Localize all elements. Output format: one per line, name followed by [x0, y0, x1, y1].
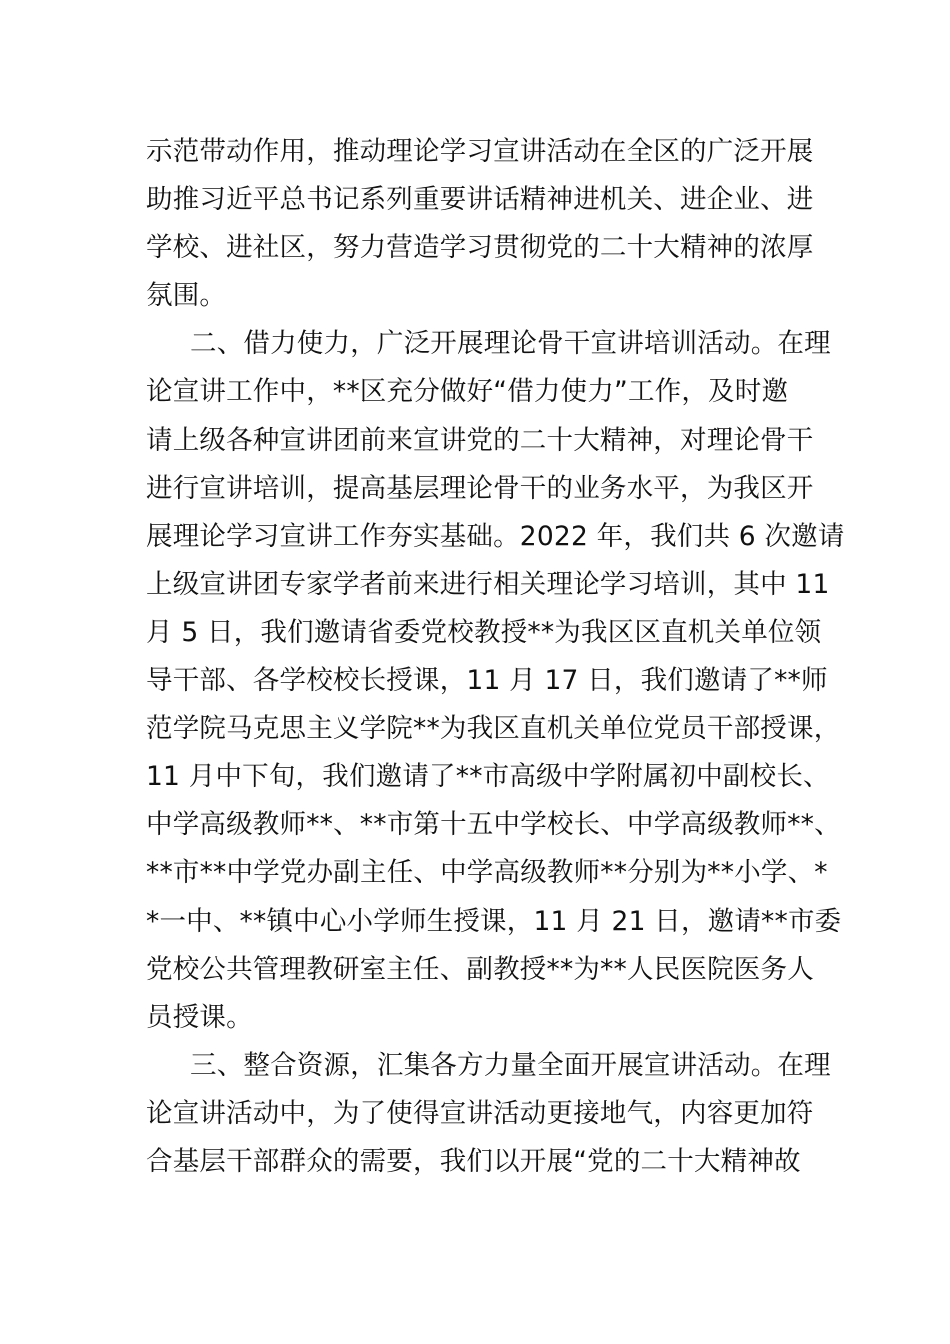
text-line: 党校公共管理教研室主任、副教授**为**人民医院医务人 — [146, 953, 814, 985]
section-heading-line: 二、借力使力，广泛开展理论骨干宣讲培训活动。在理 — [190, 328, 831, 360]
text-line: 11 月中下旬，我们邀请了**市高级中学附属初中副校长、 — [146, 761, 830, 793]
text-line: *一中、**镇中心小学师生授课，11 月 21 日，邀请**市委 — [146, 905, 842, 937]
text-line: 员授课。 — [146, 1001, 253, 1033]
text-line: 合基层干部群众的需要，我们以开展“党的二十大精神故 — [146, 1145, 801, 1177]
text-line: 学校、进社区，努力营造学习贯彻党的二十大精神的浓厚 — [146, 232, 814, 264]
text-line: 上级宣讲团专家学者前来进行相关理论学习培训，其中 11 — [146, 568, 830, 600]
text-line: 导干部、各学校校长授课，11 月 17 日，我们邀请了**师 — [146, 665, 828, 697]
text-line: 请上级各种宣讲团前来宣讲党的二十大精神，对理论骨干 — [146, 424, 814, 456]
text-line: **市**中学党办副主任、中学高级教师**分别为**小学、* — [146, 857, 828, 889]
section-heading-line: 三、整合资源，汇集各方力量全面开展宣讲活动。在理 — [190, 1049, 831, 1081]
text-line: 月 5 日，我们邀请省委党校教授**为我区区直机关单位领 — [146, 616, 822, 648]
text-line: 进行宣讲培训，提高基层理论骨干的业务水平，为我区开 — [146, 472, 814, 504]
text-line: 氛围。 — [146, 280, 227, 312]
text-line: 助推习近平总书记系列重要讲话精神进机关、进企业、进 — [146, 184, 814, 216]
text-line: 示范带动作用，推动理论学习宣讲活动在全区的广泛开展 — [146, 136, 814, 167]
document-body — [146, 128, 845, 1186]
text-line: 范学院马克思主义学院**为我区直机关单位党员干部授课， — [146, 713, 841, 745]
text-line: 论宣讲活动中，为了使得宣讲活动更接地气，内容更加符 — [146, 1097, 814, 1129]
text-line: 论宣讲工作中，**区充分做好“借力使力”工作，及时邀 — [146, 376, 789, 408]
text-line: 中学高级教师**、**市第十五中学校长、中学高级教师**、 — [146, 809, 841, 841]
text-line: 展理论学习宣讲工作夯实基础。2022 年，我们共 6 次邀请 — [146, 520, 845, 552]
